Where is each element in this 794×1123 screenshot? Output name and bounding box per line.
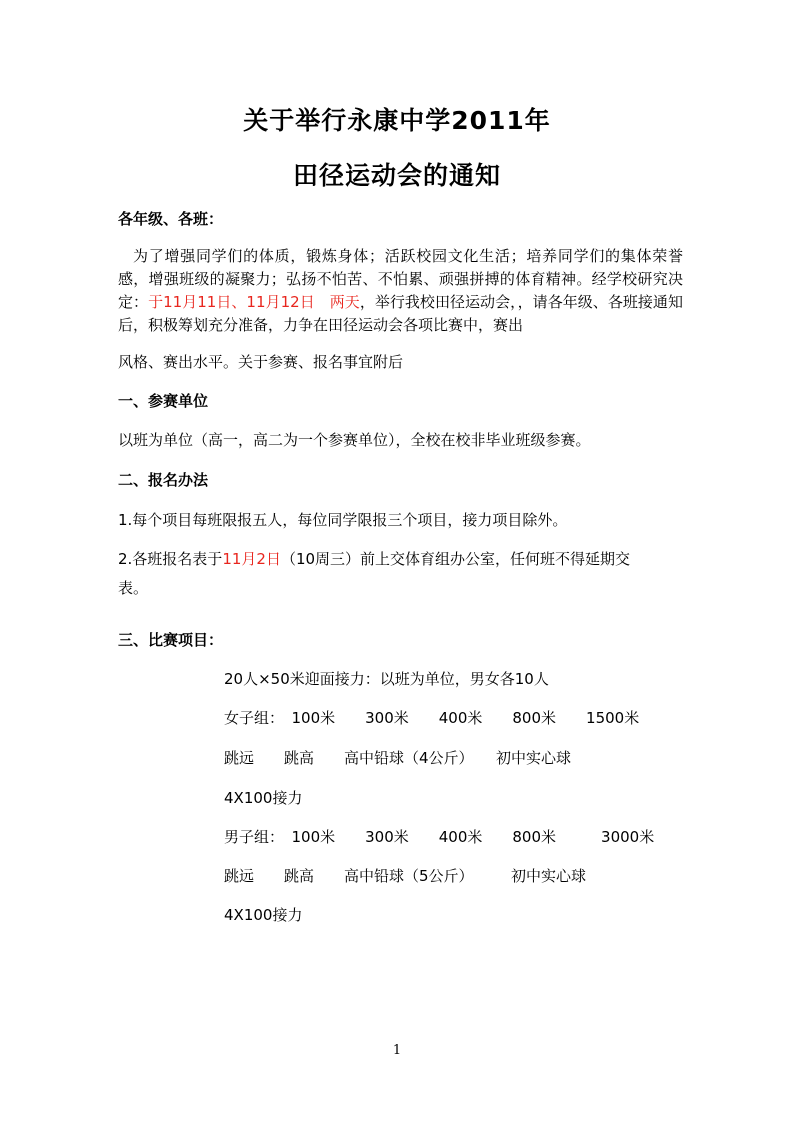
event-line: 男子组： 100米 300米 400米 800米 3000米 bbox=[224, 828, 655, 846]
intro-dates-highlight: 于11月11日、11月12日 两天 bbox=[148, 293, 360, 311]
event-line: 20人×50米迎面接力：以班为单位，男女各10人 bbox=[224, 670, 549, 688]
section2-heading: 二、报名办法 bbox=[118, 471, 209, 489]
salutation: 各年级、各班： bbox=[118, 210, 224, 228]
event-line: 跳远 跳高 高中铅球（5公斤） 初中实心球 bbox=[224, 867, 587, 885]
title-line-2: 田径运动会的通知 bbox=[292, 161, 501, 190]
intro-text-part1: 为了增强同学们的体质，锻炼身体；活跃校园文化生活；培养同学们的集体荣誉感，增强班级的凝聚力；弘扬不怕苦、不怕累、顽强拼搏的体育精神。经学校研究决定： bbox=[118, 247, 683, 311]
event-line: 女子组： 100米 300米 400米 800米 1500米 bbox=[224, 709, 640, 727]
section1-text: 以班为单位（高一，高二为一个参赛单位），全校在校非毕业班级参赛。 bbox=[118, 431, 591, 449]
item2-suffix: （10周三）前上交体育组办公室，任何班不得延期交 bbox=[280, 550, 631, 568]
intro-text-part2: ，举行我校田径运动会，，请各年级、各班接通知后，积极筹划充分准备，力争在田径运动会各项比赛中，赛出 bbox=[118, 293, 683, 334]
section3-heading: 三、比赛项目： bbox=[118, 631, 224, 649]
section1-heading: 一、参赛单位 bbox=[118, 392, 209, 410]
item2-date-highlight: 11月2日 bbox=[222, 550, 281, 568]
title-line-1: 关于举行永康中学2011年 bbox=[243, 106, 551, 135]
event-line: 4X100接力 bbox=[224, 789, 303, 807]
item2-prefix: 2.各班报名表于 bbox=[118, 550, 223, 568]
event-line: 4X100接力 bbox=[224, 906, 303, 924]
section2-item2 bbox=[118, 549, 630, 569]
intro-tail: 风格、赛出水平。关于参赛、报名事宜附后 bbox=[118, 353, 404, 371]
section2-item2-tail: 表。 bbox=[118, 579, 149, 597]
page-number: 1 bbox=[392, 1043, 402, 1058]
event-line: 跳远 跳高 高中铅球（4公斤） 初中实心球 bbox=[224, 749, 572, 767]
section2-item1: 1.每个项目每班限报五人，每位同学限报三个项目，接力项目除外。 bbox=[118, 511, 568, 529]
intro-paragraph bbox=[118, 245, 683, 337]
